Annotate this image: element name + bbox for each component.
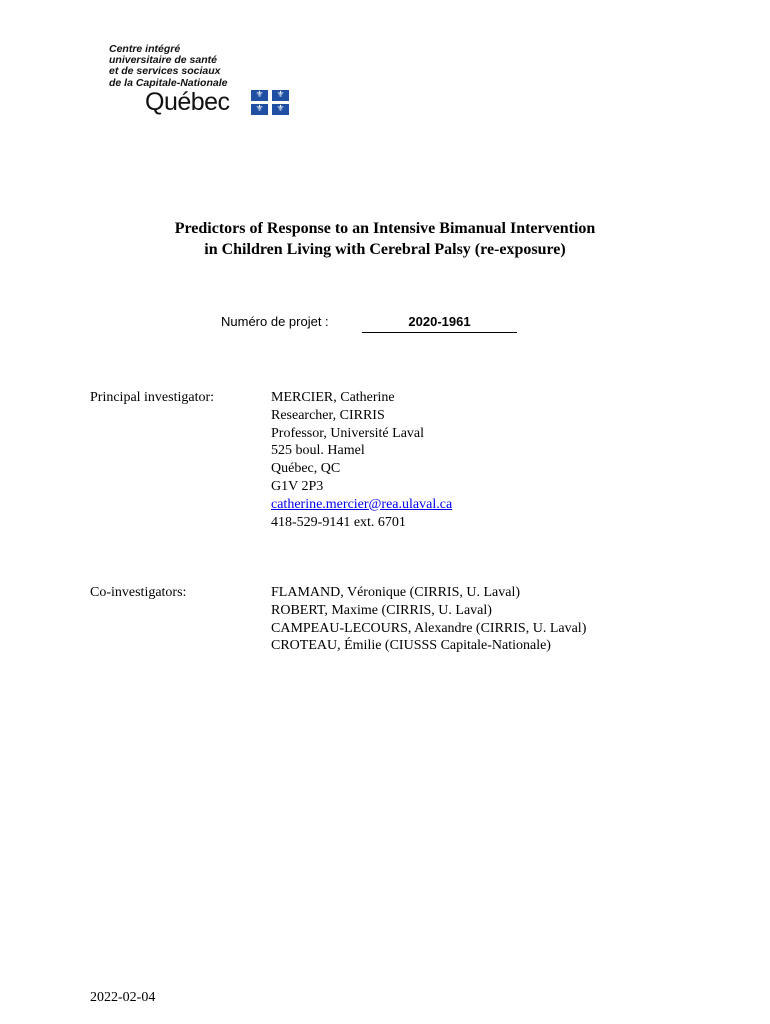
project-number-label: Numéro de projet : [221,314,329,329]
logo-line: de la Capitale-Nationale [109,76,228,89]
ciusss-logo [109,44,299,120]
fleur-de-lis-icon: ⚜ [272,104,289,115]
quebec-wordmark: Québec [145,88,230,116]
title-line-1: Predictors of Response to an Intensive Bimanual Intervention [174,220,596,237]
pi-name: MERCIER, Catherine [271,390,395,405]
pi-email-link[interactable]: catherine.mercier@rea.ulaval.ca [271,496,453,512]
co-investigator: ROBERT, Maxime (CIRRIS, U. Laval) [271,602,492,618]
principal-investigator-details [271,389,452,531]
pi-position: Professor, Université Laval [271,425,425,441]
co-investigator: FLAMAND, Véronique (CIRRIS, U. Laval) [271,585,520,600]
logo-line: universitaire de santé [109,54,217,67]
co-investigators-list [271,584,586,655]
logo-line: et de services sociaux [109,65,221,78]
pi-street: 525 boul. Hamel [271,443,365,459]
pi-role: Researcher, CIRRIS [271,407,385,423]
pi-city: Québec, QC [271,461,341,477]
logo-line: Centre intégré [109,43,181,55]
project-number-value: 2020-1961 [362,314,517,333]
logo-text [109,44,227,89]
quebec-flag-icon [251,90,291,116]
title-line-2: in Children Living with Cerebral Palsy (re-exposure) [204,241,566,258]
fleur-de-lis-icon: ⚜ [251,90,268,101]
fleur-de-lis-icon: ⚜ [272,90,289,101]
document-title [0,218,770,260]
co-investigators-label: Co-investigators: [90,585,187,600]
principal-investigator-label: Principal investigator: [90,390,215,405]
co-investigator: CROTEAU, Émilie (CIUSSS Capitale-Nationale) [271,638,551,654]
document-date: 2022-02-04 [90,990,156,1005]
fleur-de-lis-icon: ⚜ [251,104,268,115]
co-investigator: CAMPEAU-LECOURS, Alexandre (CIRRIS, U. Laval) [271,620,587,636]
pi-phone: 418-529-9141 ext. 6701 [271,514,406,530]
pi-postal-code: G1V 2P3 [271,478,324,494]
